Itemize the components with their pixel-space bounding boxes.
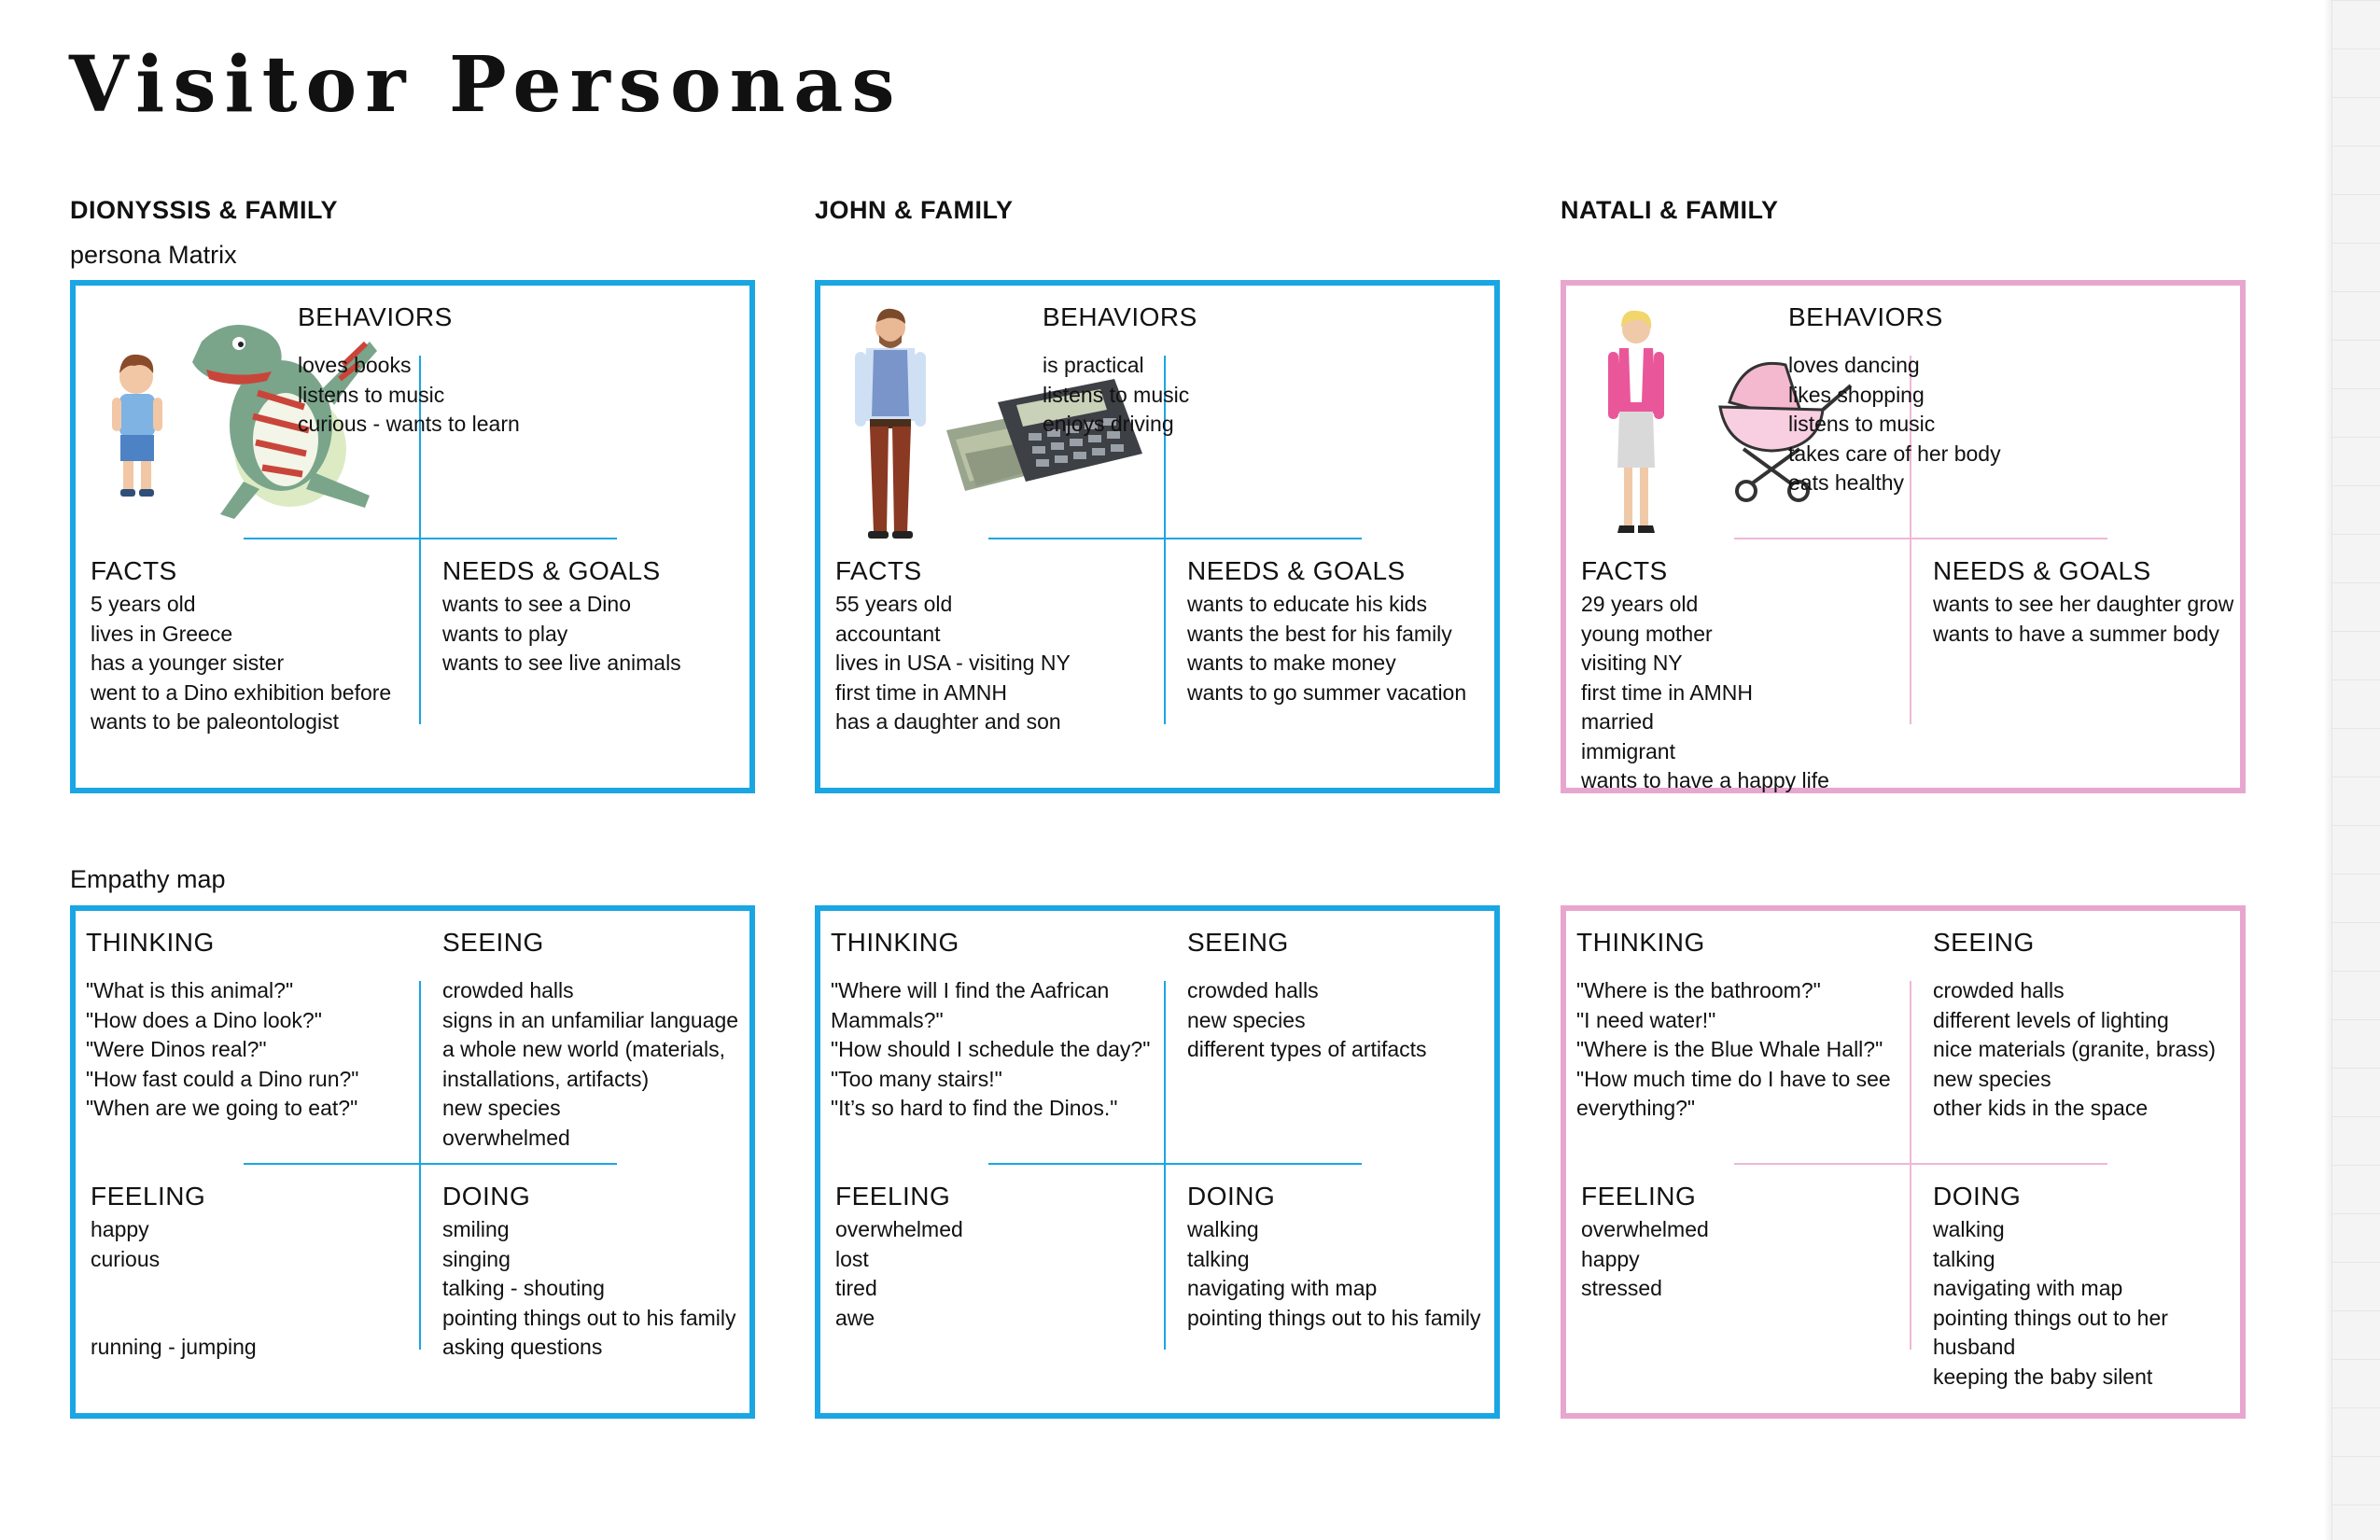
list-item: is practical (1043, 353, 1144, 377)
list-item: wants to have a summer body (1933, 621, 2219, 646)
list-item: talking (1933, 1246, 1995, 1271)
list-item: wants the best for his family (1187, 621, 1452, 646)
list-item: different levels of lighting (1933, 1007, 2169, 1032)
list-item: wants to play (442, 621, 568, 646)
list-item: pointing things out to his family (442, 1305, 736, 1330)
facts-list (1581, 590, 1829, 796)
list-item: navigating with map (1187, 1276, 1378, 1300)
list-item: wants to see her daughter grow (1933, 592, 2234, 616)
list-item: enjoys driving (1043, 412, 1174, 436)
list-item: "Too many stairs!" (831, 1066, 1002, 1091)
thinking-heading: THINKING (831, 928, 959, 957)
persona-name-dionyssis: DIONYSSIS & FAMILY (70, 196, 339, 224)
list-item: accountant (835, 621, 941, 646)
facts-heading: FACTS (1581, 556, 1668, 585)
feeling-list (1581, 1215, 1709, 1304)
list-item: new species (442, 1096, 561, 1120)
quadrant-divider-horizontal (244, 1163, 617, 1165)
list-item: stressed (1581, 1276, 1662, 1300)
list-item: crowded halls (442, 978, 574, 1002)
list-item: husband (1933, 1335, 2016, 1359)
list-item: listens to music (1788, 412, 1936, 436)
persona-name-john: JOHN & FAMILY (815, 196, 1014, 224)
list-item: likes shopping (1788, 382, 1925, 407)
doing-heading: DOING (442, 1182, 531, 1211)
behaviors-list (298, 351, 520, 440)
list-item: smiling (442, 1217, 510, 1241)
list-item: listens to music (298, 382, 445, 407)
list-item: overwhelmed (835, 1217, 963, 1241)
list-item: eats healthy (1788, 470, 1905, 495)
thinking-list (831, 976, 1150, 1124)
doing-list (1187, 1215, 1481, 1333)
list-item (91, 1274, 257, 1304)
list-item: a whole new world (materials, (442, 1037, 725, 1061)
list-item: new species (1933, 1066, 2051, 1091)
list-item: lives in USA - visiting NY (835, 651, 1071, 675)
facts-list (835, 590, 1071, 737)
thinking-heading: THINKING (1576, 928, 1705, 957)
list-item: has a younger sister (91, 651, 285, 675)
list-item: crowded halls (1187, 978, 1319, 1002)
list-item: "Where is the Blue Whale Hall?" (1576, 1037, 1883, 1061)
thinking-list (86, 976, 358, 1124)
list-item: wants to make money (1187, 651, 1396, 675)
list-item: 55 years old (835, 592, 953, 616)
thinking-list (1576, 976, 1891, 1124)
quadrant-divider-vertical (1164, 981, 1166, 1350)
list-item: "It’s so hard to find the Dinos." (831, 1096, 1118, 1120)
feeling-list (835, 1215, 963, 1333)
persona-matrix-card-natali (1561, 280, 2246, 793)
facts-heading: FACTS (91, 556, 177, 585)
list-item: new species (1187, 1007, 1306, 1032)
persona-name-natali: NATALI & FAMILY (1561, 196, 1779, 224)
list-item: wants to go summer vacation (1187, 679, 1467, 705)
list-item: talking - shouting (442, 1276, 605, 1300)
empathy-map-card-dionyssis (70, 905, 755, 1419)
quadrant-divider-vertical (1910, 981, 1911, 1350)
list-item: 29 years old (1581, 592, 1699, 616)
list-item: awe (835, 1305, 875, 1330)
feeling-list (91, 1215, 257, 1363)
list-item: "How should I schedule the day?" (831, 1037, 1151, 1061)
empathy-map-card-john (815, 905, 1500, 1419)
facts-list (91, 590, 391, 737)
list-item: nice materials (granite, brass) (1933, 1037, 2216, 1061)
doing-heading: DOING (1187, 1182, 1276, 1211)
list-item: curious (91, 1246, 161, 1271)
list-item: walking (1933, 1217, 2005, 1241)
seeing-list (1933, 976, 2216, 1124)
list-item: happy (1581, 1246, 1640, 1271)
list-item: "How much time do I have to see (1576, 1066, 1891, 1091)
behaviors-list (1788, 351, 2001, 498)
seeing-list (1187, 976, 1427, 1065)
quadrant-divider-horizontal (244, 538, 617, 539)
behaviors-heading: BEHAVIORS (1043, 302, 1197, 331)
list-item: talking (1187, 1246, 1250, 1271)
list-item: asking questions (442, 1335, 603, 1359)
list-item: married (1581, 709, 1654, 734)
seeing-heading: SEEING (1187, 928, 1289, 957)
needs-goals-list (1933, 590, 2233, 649)
list-item: lost (835, 1246, 869, 1271)
needs-goals-heading: NEEDS & GOALS (1187, 556, 1406, 585)
needs-goals-list (1187, 590, 1466, 707)
list-item: overwhelmed (1581, 1217, 1709, 1241)
list-item: navigating with map (1933, 1276, 2123, 1300)
list-item: "Where will I find the Aafrican (831, 978, 1110, 1002)
list-item: other kids in the space (1933, 1096, 2149, 1120)
list-item: "How does a Dino look?" (86, 1007, 322, 1032)
persona-matrix-card-john (815, 280, 1500, 793)
list-item: different types of artifacts (1187, 1037, 1427, 1061)
persona-matrix-card-dionyssis (70, 280, 755, 793)
canvas-grid-background (2331, 0, 2380, 1540)
list-item: happy (91, 1217, 149, 1241)
list-item: went to a Dino exhibition before (91, 679, 392, 705)
list-item: wants to have a happy life (1581, 768, 1829, 792)
list-item: first time in AMNH (835, 679, 1008, 705)
list-item: first time in AMNH (1581, 679, 1754, 705)
behaviors-heading: BEHAVIORS (298, 302, 453, 331)
empathy-map-label: Empathy map (70, 865, 226, 893)
list-item: everything?" (1576, 1096, 1696, 1120)
list-item: lives in Greece (91, 621, 233, 646)
list-item: loves dancing (1788, 353, 1920, 377)
list-item: tired (835, 1276, 877, 1300)
list-item: installations, artifacts) (442, 1066, 650, 1091)
list-item: pointing things out to his family (1187, 1305, 1481, 1330)
list-item: signs in an unfamiliar language (442, 1007, 739, 1032)
list-item: walking (1187, 1217, 1259, 1241)
doing-list (442, 1215, 736, 1363)
feeling-heading: FEELING (835, 1182, 951, 1211)
list-item: takes care of her body (1788, 441, 2001, 466)
list-item: "Where is the bathroom?" (1576, 978, 1821, 1002)
feeling-heading: FEELING (91, 1182, 206, 1211)
list-item: wants to see a Dino (442, 592, 632, 616)
seeing-heading: SEEING (1933, 928, 2035, 957)
list-item: pointing things out to her (1933, 1305, 2168, 1330)
list-item: Mammals?" (831, 1007, 944, 1032)
page-title: Visitor Personas (69, 40, 903, 130)
list-item: wants to educate his kids (1187, 592, 1427, 616)
list-item: running - jumping (91, 1335, 257, 1359)
doing-heading: DOING (1933, 1182, 2022, 1211)
persona-matrix-label: persona Matrix (70, 241, 237, 269)
list-item: young mother (1581, 621, 1713, 646)
feeling-heading: FEELING (1581, 1182, 1697, 1211)
doing-list (1933, 1215, 2168, 1392)
needs-goals-list (442, 590, 681, 679)
list-item: listens to music (1043, 382, 1190, 407)
thinking-heading: THINKING (86, 928, 215, 957)
list-item: singing (442, 1246, 511, 1271)
list-item: wants to be paleontologist (91, 709, 339, 734)
list-item: immigrant (1581, 738, 1675, 763)
list-item: keeping the baby silent (1933, 1364, 2153, 1389)
list-item: 5 years old (91, 592, 196, 616)
quadrant-divider-vertical (419, 981, 421, 1350)
list-item: "When are we going to eat?" (86, 1096, 358, 1120)
behaviors-list (1043, 351, 1189, 440)
facts-heading: FACTS (835, 556, 922, 585)
needs-goals-heading: NEEDS & GOALS (442, 556, 661, 585)
list-item: "What is this animal?" (86, 978, 294, 1002)
list-item: loves books (298, 353, 412, 377)
quadrant-divider-horizontal (1734, 1163, 2107, 1165)
list-item: wants to see live animals (442, 651, 681, 675)
list-item: "I need water!" (1576, 1007, 1716, 1032)
behaviors-heading: BEHAVIORS (1788, 302, 1943, 331)
list-item: "Were Dinos real?" (86, 1037, 267, 1061)
quadrant-divider-horizontal (988, 1163, 1362, 1165)
list-item: visiting NY (1581, 651, 1683, 675)
list-item (91, 1304, 257, 1334)
list-item: crowded halls (1933, 978, 2065, 1002)
empathy-map-card-natali (1561, 905, 2246, 1419)
list-item: "How fast could a Dino run?" (86, 1066, 359, 1091)
list-item: curious - wants to learn (298, 412, 520, 436)
needs-goals-heading: NEEDS & GOALS (1933, 556, 2151, 585)
list-item: has a daughter and son (835, 709, 1061, 734)
list-item: overwhelmed (442, 1125, 570, 1150)
seeing-list (442, 976, 738, 1153)
seeing-heading: SEEING (442, 928, 544, 957)
